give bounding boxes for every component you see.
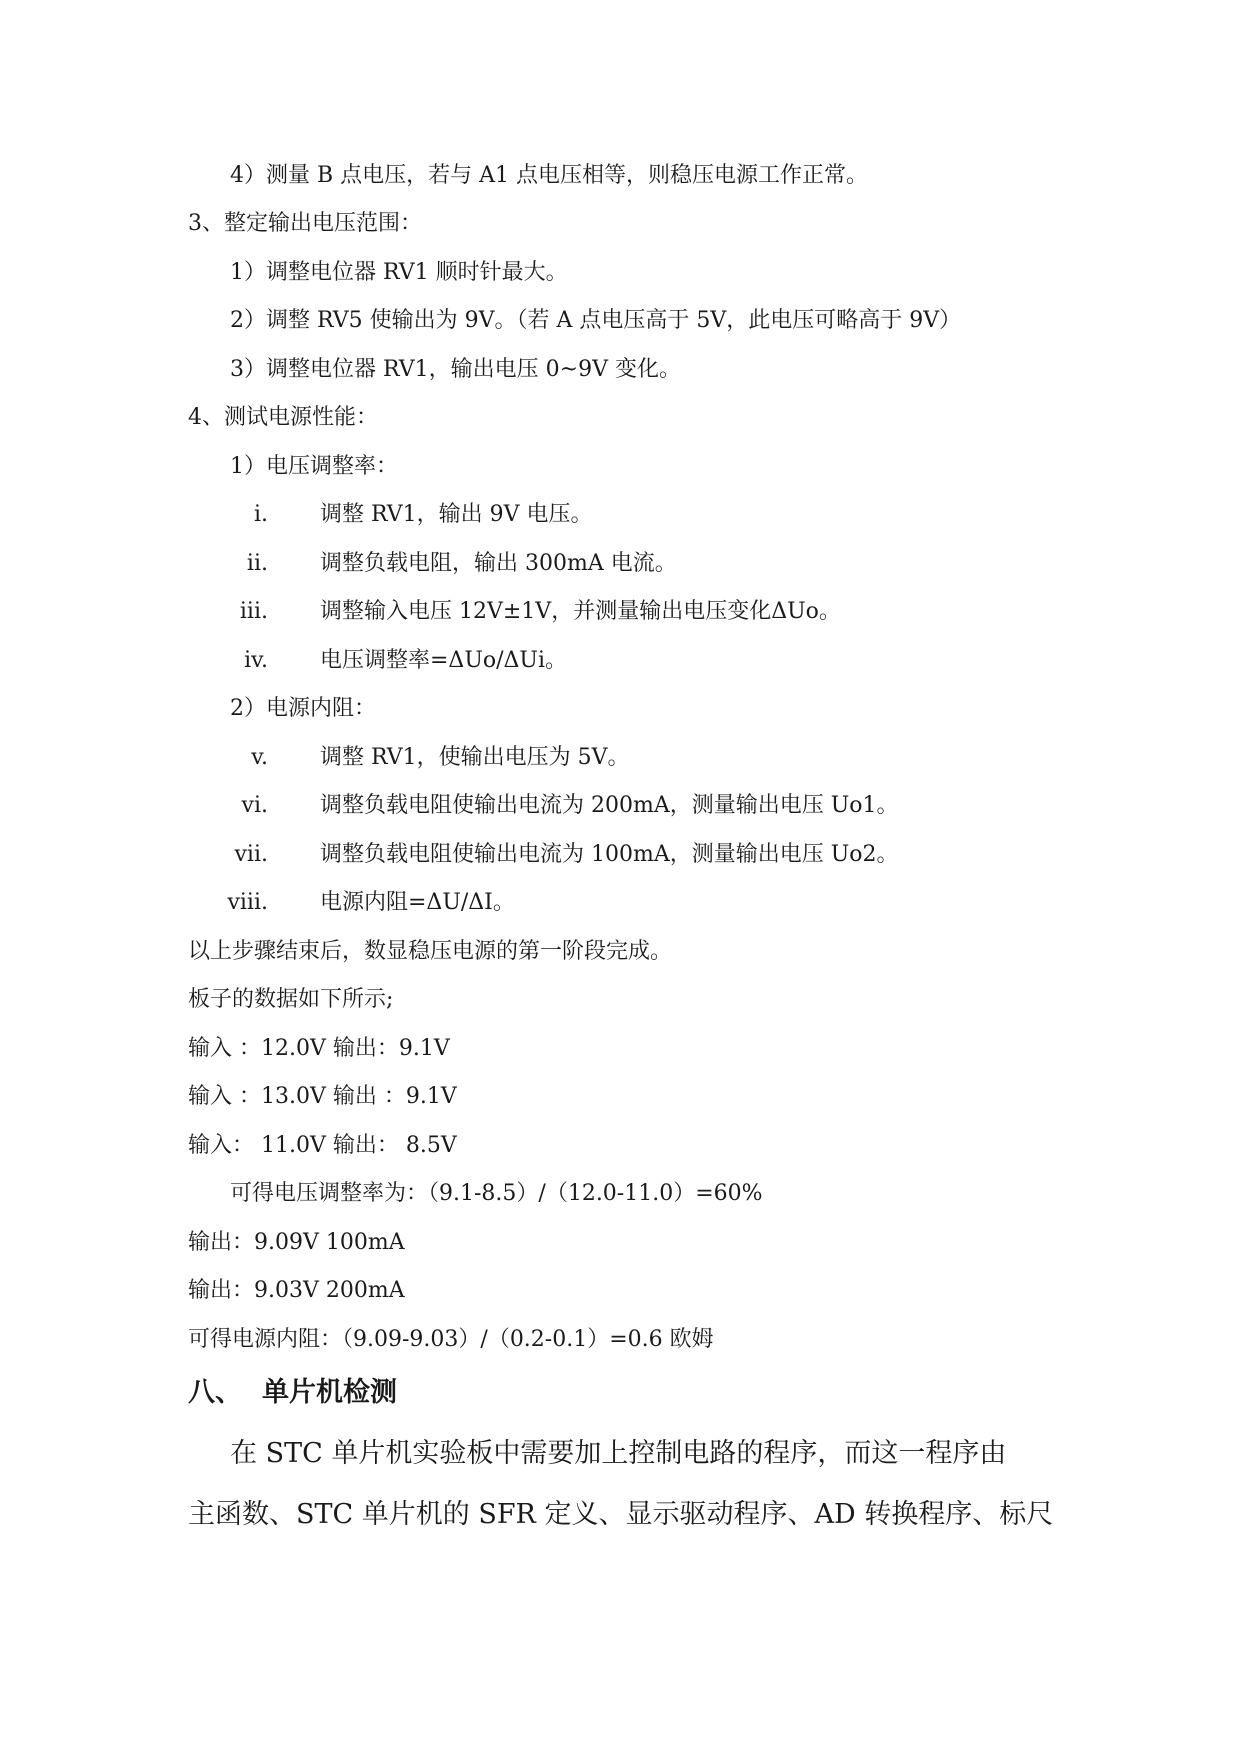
- board-data-intro: 板子的数据如下所示;: [188, 987, 394, 1012]
- data-row: 输出：9.09V 100mA: [188, 1230, 405, 1255]
- list-number: iv.: [244, 648, 268, 673]
- list-number: vi.: [241, 793, 268, 818]
- paragraph-line: 主函数、STC 单片机的 SFR 定义、显示驱动程序、AD 转换程序、标尺: [188, 1499, 1054, 1530]
- list-item-text: 电源内阻=ΔU/ΔI。: [320, 890, 515, 915]
- list-item-text: 调整负载电阻使输出电流为 100mA，测量输出电压 Uo2。: [320, 842, 899, 867]
- step-rv1-range: 3）调整电位器 RV1，输出电压 0~9V 变化。: [230, 357, 681, 382]
- section-number: 八、: [188, 1377, 242, 1408]
- regulation-result: 可得电压调整率为：（9.1-8.5）/（12.0-11.0）=60%: [230, 1181, 763, 1206]
- step-rv5-9v: 2）调整 RV5 使输出为 9V。（若 A 点电压高于 5V，此电压可略高于 9V）: [230, 308, 962, 333]
- list-item-text: 调整 RV1，输出 9V 电压。: [320, 502, 593, 527]
- list-number: iii.: [239, 599, 268, 624]
- stage-complete-note: 以上步骤结束后，数显稳压电源的第一阶段完成。: [188, 939, 673, 964]
- list-item-text: 调整 RV1，使输出电压为 5V。: [320, 745, 630, 770]
- subheading-internal-resistance: 2）电源内阻：: [230, 696, 376, 721]
- list-number: i.: [253, 502, 268, 527]
- data-row: 输入： 11.0V 输出： 8.5V: [188, 1133, 457, 1158]
- paragraph-line: 在 STC 单片机实验板中需要加上控制电路的程序，而这一程序由: [230, 1438, 1007, 1469]
- section-title: 单片机检测: [262, 1377, 397, 1408]
- heading-test-performance: 4、测试电源性能：: [188, 405, 378, 430]
- step-a1-check: 4）测量 B 点电压，若与 A1 点电压相等，则稳压电源工作正常。: [230, 163, 869, 188]
- list-item-text: 调整负载电阻，输出 300mA 电流。: [320, 551, 677, 576]
- list-item-text: 电压调整率=ΔUo/ΔUi。: [320, 648, 567, 673]
- list-number: viii.: [227, 890, 268, 915]
- data-row: 输入 ：12.0V 输出：9.1V: [188, 1036, 450, 1061]
- list-item-text: 调整负载电阻使输出电流为 200mA，测量输出电压 Uo1。: [320, 793, 899, 818]
- data-row: 输入 ：13.0V 输出 ：9.1V: [188, 1084, 457, 1109]
- list-number: ii.: [246, 551, 268, 576]
- subheading-voltage-regulation: 1）电压调整率：: [230, 454, 398, 479]
- step-rv1-max: 1）调整电位器 RV1 顺时针最大。: [230, 260, 568, 285]
- data-row: 输出：9.03V 200mA: [188, 1278, 405, 1303]
- list-number: v.: [251, 745, 268, 770]
- resistance-result: 可得电源内阻：（9.09-9.03）/（0.2-0.1）=0.6 欧姆: [188, 1327, 714, 1352]
- list-item-text: 调整输入电压 12V±1V，并测量输出电压变化ΔUo。: [320, 599, 841, 624]
- list-number: vii.: [234, 842, 268, 867]
- heading-output-range: 3、整定输出电压范围：: [188, 211, 422, 236]
